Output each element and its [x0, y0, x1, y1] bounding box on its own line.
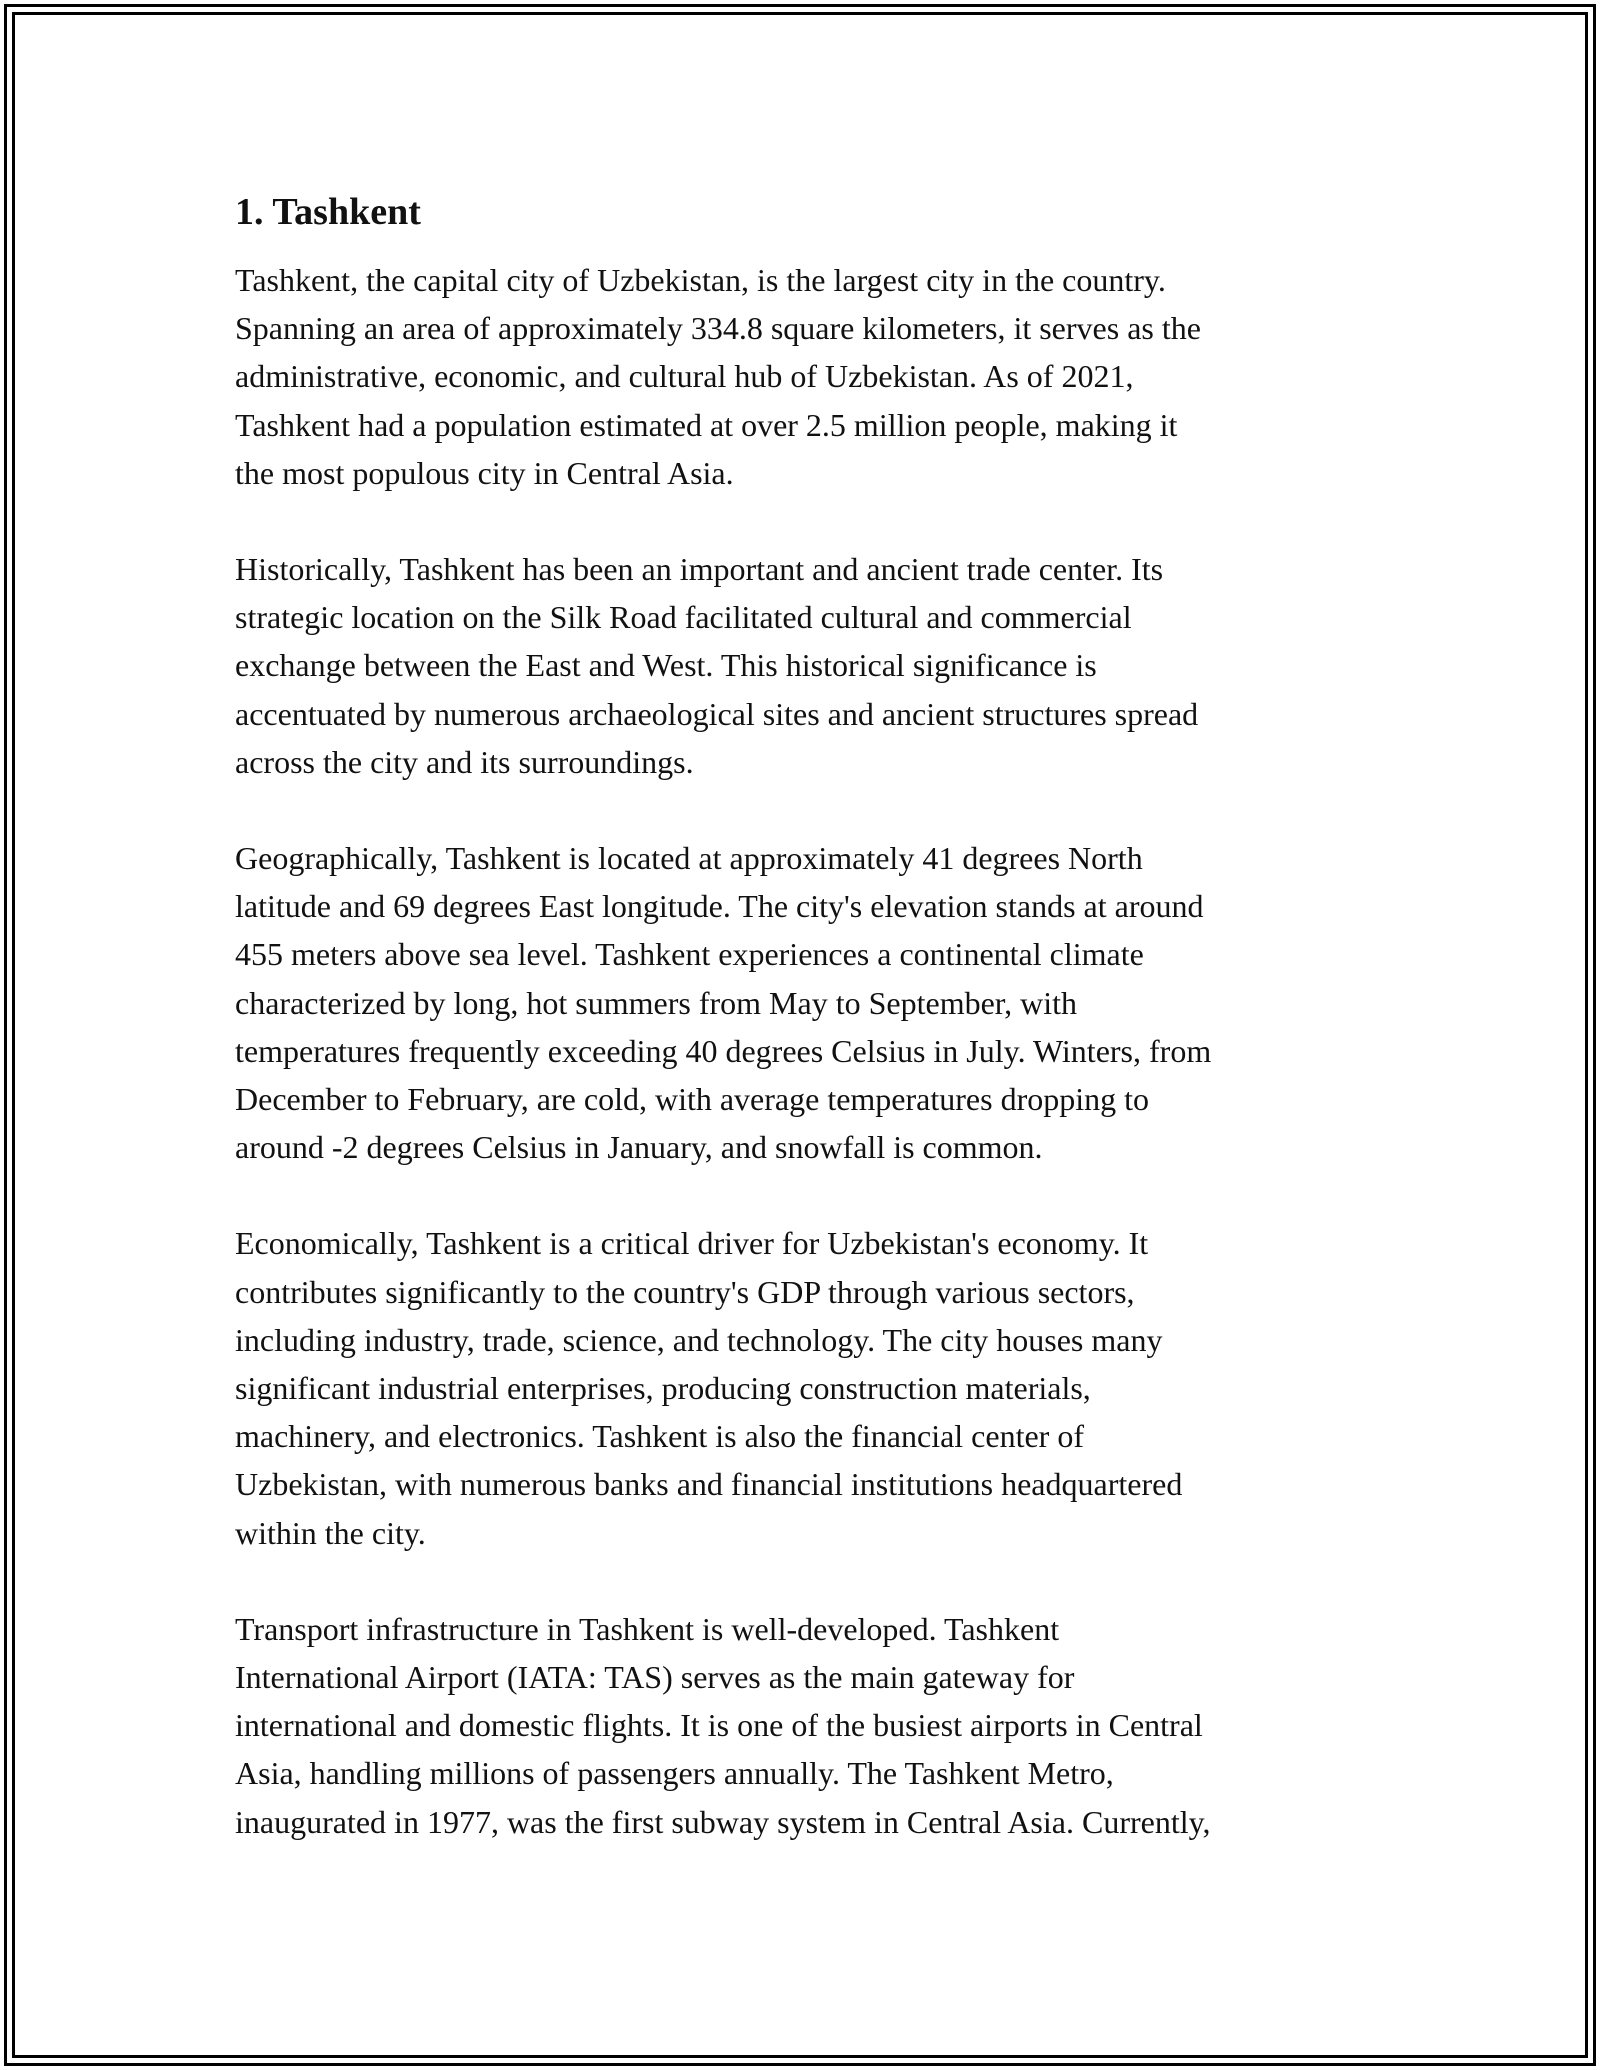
text-line: Asia, handling millions of passengers annually. The Tashkent Metro,: [235, 1755, 1114, 1792]
text-line: inaugurated in 1977, was the first subway system in Central Asia. Currently,: [235, 1803, 1211, 1840]
text-line: Transport infrastructure in Tashkent is well-developed. Tashkent: [235, 1610, 1060, 1647]
text-line: Historically, Tashkent has been an important and ancient trade center. Its: [235, 551, 1164, 588]
paragraph-economy: [235, 1219, 1375, 1556]
text-line: temperatures frequently exceeding 40 degrees Celsius in July. Winters, from: [235, 1032, 1212, 1069]
text-line: machinery, and electronics. Tashkent is also the financial center of: [235, 1418, 1084, 1455]
text-line: exchange between the East and West. This historical significance is: [235, 647, 1097, 684]
text-line: latitude and 69 degrees East longitude. The city's elevation stands at around: [235, 888, 1204, 925]
text-line: Uzbekistan, with numerous banks and financial institutions headquartered: [235, 1466, 1183, 1503]
paragraph-geography: [235, 834, 1375, 1171]
text-line: accentuated by numerous archaeological sites and ancient structures spread: [235, 695, 1199, 732]
text-line: 455 meters above sea level. Tashkent experiences a continental climate: [235, 936, 1144, 973]
text-line: December to February, are cold, with average temperatures dropping to: [235, 1081, 1149, 1118]
text-line: Tashkent had a population estimated at over 2.5 million people, making it: [235, 406, 1178, 443]
section-heading: 1. Tashkent: [235, 191, 421, 233]
paragraph-overview: [235, 256, 1375, 497]
text-line: Geographically, Tashkent is located at approximately 41 degrees North: [235, 840, 1143, 877]
text-line: Spanning an area of approximately 334.8 square kilometers, it serves as the: [235, 310, 1201, 347]
text-line: contributes significantly to the country's GDP through various sectors,: [235, 1273, 1135, 1310]
text-line: strategic location on the Silk Road facilitated cultural and commercial: [235, 599, 1132, 636]
text-line: characterized by long, hot summers from May to September, with: [235, 984, 1078, 1021]
document-body: [235, 186, 1375, 1894]
paragraph-transport: [235, 1605, 1375, 1846]
text-line: across the city and its surroundings.: [235, 743, 694, 780]
text-line: the most populous city in Central Asia.: [235, 454, 734, 491]
text-line: significant industrial enterprises, producing construction materials,: [235, 1370, 1091, 1407]
text-line: Tashkent, the capital city of Uzbekistan, is the largest city in the country.: [235, 262, 1166, 298]
paragraph-history: [235, 545, 1375, 786]
text-line: including industry, trade, science, and technology. The city houses many: [235, 1321, 1163, 1358]
text-line: around -2 degrees Celsius in January, and snowfall is common.: [235, 1129, 1043, 1166]
text-line: international and domestic flights. It is one of the busiest airports in Central: [235, 1707, 1203, 1744]
text-line: within the city.: [235, 1514, 426, 1551]
text-line: Economically, Tashkent is a critical driver for Uzbekistan's economy. It: [235, 1225, 1149, 1262]
text-line: administrative, economic, and cultural hub of Uzbekistan. As of 2021,: [235, 358, 1134, 395]
text-line: International Airport (IATA: TAS) serves as the main gateway for: [235, 1659, 1075, 1696]
